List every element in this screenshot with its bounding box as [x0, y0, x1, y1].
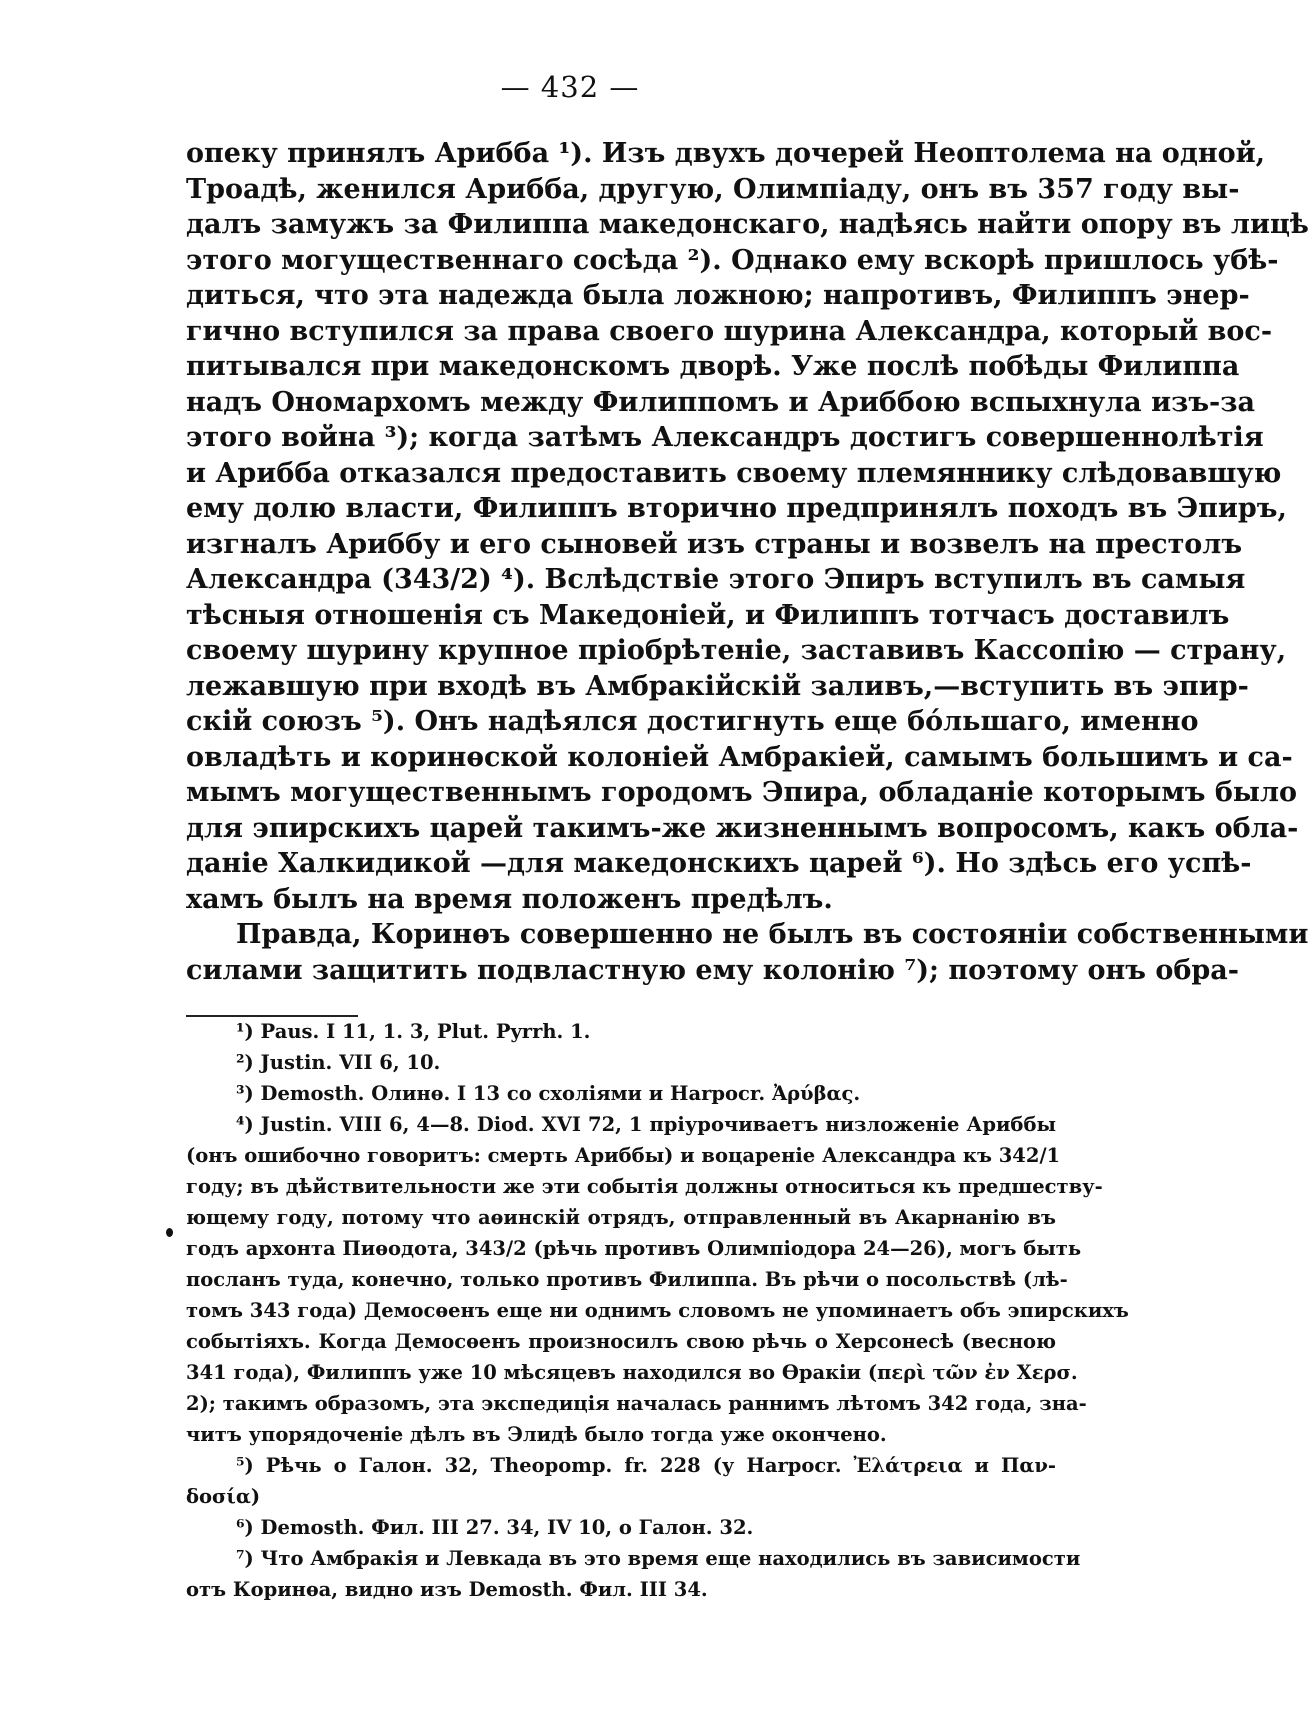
footnote-line: читъ упорядоченіе дѣлъ въ Элидѣ было тогда уже окончено.: [186, 1423, 887, 1446]
footnote-line: событіяхъ. Когда Демосѳенъ произносилъ свою рѣчь о Херсонесѣ (весною: [186, 1330, 1056, 1353]
text-line: надъ Ономархомъ между Филиппомъ и Ариббою вспыхнула изъ-за: [186, 386, 1255, 418]
footnote-line: ⁶) Demosth. Фил. III 27. 34, IV 10, о Галон. 32.: [236, 1516, 754, 1539]
text-line: опеку принялъ Арибба ¹). Изъ двухъ дочерей Неоптолема на одной,: [186, 138, 1266, 169]
text-line: этого война ³); когда затѣмъ Александръ достигъ совершеннолѣтія: [186, 422, 1264, 453]
text-line: даніе Халкидикой —для македонскихъ царей ⁶). Но здѣсь его успѣ-: [186, 848, 1252, 879]
footnote-line: посланъ туда, конечно, только противъ Филиппа. Въ рѣчи о посольствѣ (лѣ-: [186, 1268, 1068, 1291]
text-line: питывался при македонскомъ дворѣ. Уже послѣ побѣды Филиппа: [186, 351, 1240, 382]
text-line: овладѣть и коринѳской колоніей Амбракіей, самымъ большимъ и са-: [186, 741, 1293, 773]
footnote-line: ¹) Paus. I 11, 1. 3, Plut. Pyrrh. 1.: [236, 1020, 591, 1043]
text-line: силами защитить подвластную ему колонію ⁷); поэтому онъ обра-: [186, 954, 1239, 986]
text-line: и Арибба отказался предоставить своему племяннику слѣдовавшую: [186, 457, 1282, 489]
main-text: [186, 136, 1309, 988]
footnote-line: годъ архонта Пиѳодота, 343/2 (рѣчь противъ Олимпіодора 24—26), могъ быть: [186, 1237, 1082, 1260]
text-line: этого могущественнаго сосѣда ²). Однако ему вскорѣ пришлось убѣ-: [186, 244, 1279, 276]
text-line: Правда, Коринѳъ совершенно не былъ въ состояніи собственными: [236, 919, 1309, 950]
text-line: мымъ могущественнымъ городомъ Эпира, обладаніе которымъ было: [186, 777, 1297, 808]
text-line: ему долю власти, Филиппъ вторично предпринялъ походъ въ Эпиръ,: [186, 493, 1287, 524]
text-line: Александра (343/2) ⁴). Вслѣдствіе этого Эпиръ вступилъ въ самыя: [186, 564, 1246, 595]
text-line: лежавшую при входѣ въ Амбракійскій заливъ,—вступить въ эпир-: [186, 670, 1249, 702]
text-line: тѣсныя отношенія съ Македоніей, и Филиппъ тотчасъ доставилъ: [186, 599, 1230, 631]
footnote-line: ⁵) Рѣчь о Галон. 32, Theopomp. fr. 228 (у Harpocr. Ἐλάτρεια и Παν-: [236, 1454, 1056, 1477]
footnote-line: ⁴) Justin. VIII 6, 4—8. Diod. XVI 72, 1 пріурочиваетъ низложеніе Ариббы: [236, 1113, 1056, 1136]
footnote-line: ющему году, потому что аѳинскій отрядъ, отправленный въ Акарнанію въ: [186, 1206, 1056, 1229]
text-line: изгналъ Ариббу и его сыновей изъ страны и возвелъ на престолъ: [186, 528, 1243, 560]
page-number: — 432 —: [500, 70, 640, 104]
footnote-line: ⁷) Что Амбракія и Левкада въ это время еще находились въ зависимости: [236, 1547, 1081, 1570]
footnote-line: томъ 343 года) Демосѳенъ еще ни однимъ словомъ не упоминаетъ объ эпирскихъ: [186, 1299, 1129, 1322]
footnote-line: отъ Коринѳа, видно изъ Demosth. Фил. III 34.: [186, 1578, 708, 1601]
text-line: гично вступился за права своего шурина Александра, который вос-: [186, 315, 1273, 347]
footnote-line: ³) Demosth. Олинѳ. I 13 со схоліями и Harpocr. Ἀρύβας.: [236, 1082, 861, 1105]
footnote-line: ²) Justin. VII 6, 10.: [236, 1051, 441, 1074]
text-line: хамъ былъ на время положенъ предѣлъ.: [186, 883, 833, 915]
footnotes: [186, 1016, 1129, 1605]
text-line: для эпирскихъ царей такимъ-же жизненнымъ вопросомъ, какъ обла-: [186, 812, 1299, 844]
text-line: далъ замужъ за Филиппа македонскаго, надѣясь найти опору въ лицѣ: [186, 209, 1309, 240]
text-line: скій союзъ ⁵). Онъ надѣялся достигнуть еще бóльшаго, именно: [186, 706, 1199, 737]
footnote-line: году; въ дѣйствительности же эти событія должны относиться къ предшеству-: [186, 1175, 1103, 1198]
footnote-line: (онъ ошибочно говоритъ: смерть Ариббы) и воцареніе Александра къ 342/1: [186, 1144, 1061, 1167]
ink-spot-mark: [166, 1228, 173, 1237]
footnote-line: δοσία): [186, 1485, 261, 1508]
text-line: Троадѣ, женился Арибба, другую, Олимпіаду, онъ въ 357 году вы-: [186, 173, 1240, 205]
text-line: своему шурину крупное пріобрѣтеніе, заставивъ Кассопію — страну,: [186, 635, 1287, 666]
footnote-line: 341 года), Филиппъ уже 10 мѣсяцевъ находился во Ѳракіи (περὶ τῶν ἐν Χερσ.: [186, 1361, 1078, 1384]
text-line: диться, что эта надежда была ложною; напротивъ, Филиппъ энер-: [186, 280, 1250, 311]
footnote-line: 2); такимъ образомъ, эта экспедиція началась раннимъ лѣтомъ 342 года, зна-: [186, 1392, 1087, 1415]
